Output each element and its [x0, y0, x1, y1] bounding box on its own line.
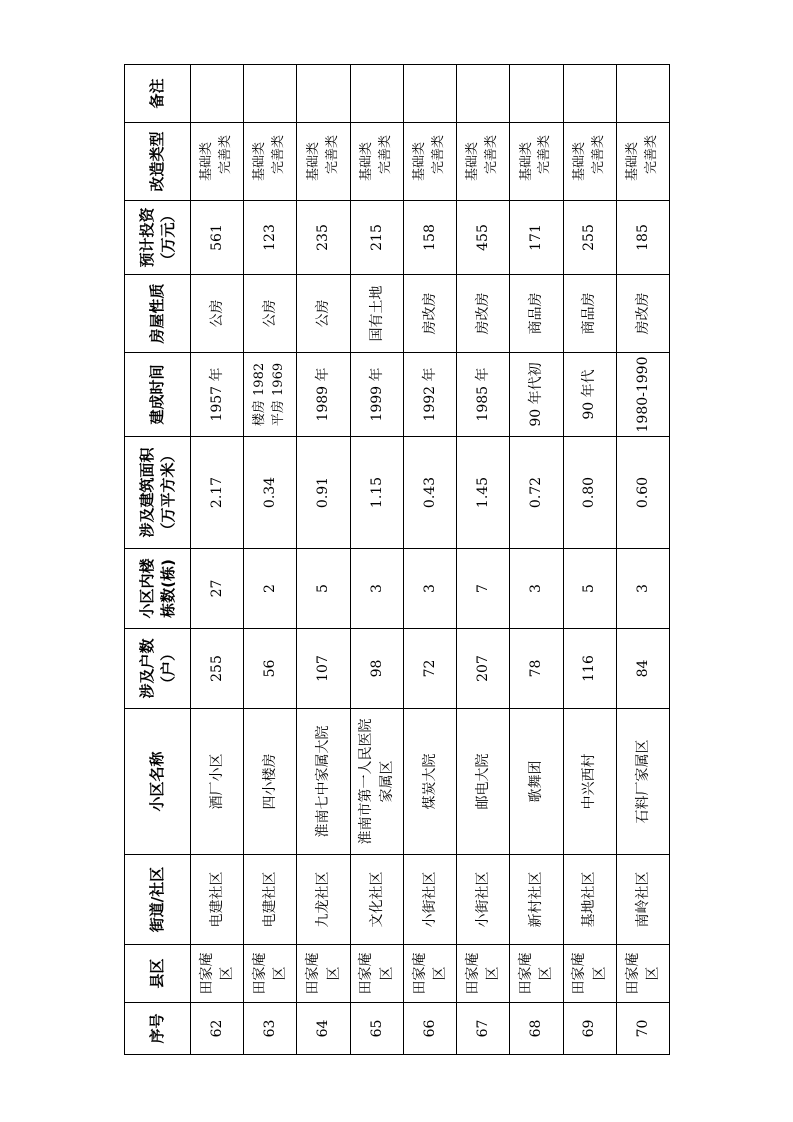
table-row	[563, 65, 616, 1055]
cell-area: 0.43	[403, 437, 456, 549]
cell-area: 0.60	[616, 437, 669, 549]
cell-invest: 215	[350, 201, 403, 275]
cell-seq: 63	[243, 1003, 296, 1055]
cell-invest: 123	[243, 201, 296, 275]
cell-district: 田家庵区	[350, 945, 403, 1003]
cell-households: 255	[190, 629, 243, 709]
cell-type	[509, 123, 562, 201]
cell-buildings: 3	[509, 549, 562, 629]
table-row	[456, 65, 509, 1055]
cell-invest: 561	[190, 201, 243, 275]
cell-note	[456, 65, 509, 123]
header-area: 涉及建筑面积（万平方米）	[124, 437, 190, 549]
cell-name: 四小楼房	[243, 709, 296, 855]
type-basic: 基础类	[624, 142, 640, 182]
cell-street: 新村社区	[509, 855, 562, 945]
cell-seq: 70	[616, 1003, 669, 1055]
cell-street: 基地社区	[563, 855, 616, 945]
cell-built: 1985 年	[456, 353, 509, 437]
type-basic: 基础类	[198, 142, 214, 182]
type-basic: 基础类	[571, 142, 587, 182]
table-row	[509, 65, 562, 1055]
cell-built: 1980-1990	[616, 353, 669, 437]
cell-seq: 66	[403, 1003, 456, 1055]
cell-name: 酒厂小区	[190, 709, 243, 855]
cell-built: 1999 年	[350, 353, 403, 437]
cell-area: 0.91	[296, 437, 349, 549]
cell-buildings: 27	[190, 549, 243, 629]
cell-type	[190, 123, 243, 201]
cell-area: 0.72	[509, 437, 562, 549]
cell-nature: 商品房	[509, 275, 562, 353]
type-improve: 完善类	[590, 135, 606, 175]
cell-households: 98	[350, 629, 403, 709]
cell-households: 56	[243, 629, 296, 709]
cell-name: 中兴西村	[563, 709, 616, 855]
type-basic: 基础类	[305, 142, 321, 182]
cell-buildings: 2	[243, 549, 296, 629]
type-improve: 完善类	[536, 135, 552, 175]
header-street: 街道/社区	[124, 855, 190, 945]
cell-nature: 房改房	[616, 275, 669, 353]
cell-street: 九龙社区	[296, 855, 349, 945]
cell-buildings: 3	[616, 549, 669, 629]
cell-seq: 65	[350, 1003, 403, 1055]
table-row	[350, 65, 403, 1055]
cell-district: 田家庵区	[296, 945, 349, 1003]
cell-households: 207	[456, 629, 509, 709]
cell-households: 78	[509, 629, 562, 709]
cell-built: 90 年代初	[509, 353, 562, 437]
cell-name: 煤炭大院	[403, 709, 456, 855]
type-improve: 完善类	[217, 135, 233, 175]
built-line-1: 楼房 1982	[251, 362, 267, 427]
cell-note	[616, 65, 669, 123]
type-improve: 完善类	[377, 135, 393, 175]
cell-district: 田家庵区	[243, 945, 296, 1003]
renovation-table	[124, 64, 670, 1055]
table-row	[243, 65, 296, 1055]
type-basic: 基础类	[464, 142, 480, 182]
cell-nature: 商品房	[563, 275, 616, 353]
header-seq: 序号	[124, 1003, 190, 1055]
header-invest: 预计投资（万元）	[124, 201, 190, 275]
cell-area: 1.45	[456, 437, 509, 549]
cell-households: 72	[403, 629, 456, 709]
rotated-page	[124, 65, 670, 1055]
table-row	[616, 65, 669, 1055]
cell-built: 1957 年	[190, 353, 243, 437]
cell-district: 田家庵区	[456, 945, 509, 1003]
cell-area: 0.80	[563, 437, 616, 549]
cell-name: 淮南市第一人民医院家属区	[350, 709, 403, 855]
cell-street: 小街社区	[456, 855, 509, 945]
built-line-2: 平房 1969	[270, 362, 286, 427]
header-buildings: 小区内楼栋数(栋)	[124, 549, 190, 629]
cell-district: 田家庵区	[190, 945, 243, 1003]
cell-street: 电建社区	[190, 855, 243, 945]
cell-name: 邮电大院	[456, 709, 509, 855]
cell-nature: 房改房	[456, 275, 509, 353]
cell-note	[403, 65, 456, 123]
cell-built	[243, 353, 296, 437]
type-improve: 完善类	[483, 135, 499, 175]
cell-street: 文化社区	[350, 855, 403, 945]
cell-area: 1.15	[350, 437, 403, 549]
cell-buildings: 3	[403, 549, 456, 629]
cell-built: 1989 年	[296, 353, 349, 437]
cell-name: 石料厂家属区	[616, 709, 669, 855]
cell-note	[350, 65, 403, 123]
cell-buildings: 5	[296, 549, 349, 629]
cell-invest: 235	[296, 201, 349, 275]
table-header-row	[124, 65, 190, 1055]
cell-seq: 67	[456, 1003, 509, 1055]
cell-seq: 68	[509, 1003, 562, 1055]
cell-nature: 国有土地	[350, 275, 403, 353]
cell-invest: 255	[563, 201, 616, 275]
cell-buildings: 3	[350, 549, 403, 629]
type-improve: 完善类	[643, 135, 659, 175]
cell-households: 84	[616, 629, 669, 709]
cell-nature: 公房	[243, 275, 296, 353]
header-name: 小区名称	[124, 709, 190, 855]
cell-households: 116	[563, 629, 616, 709]
type-basic: 基础类	[251, 142, 267, 182]
cell-note	[509, 65, 562, 123]
table-row	[296, 65, 349, 1055]
header-households: 涉及户数（户）	[124, 629, 190, 709]
cell-area: 2.17	[190, 437, 243, 549]
cell-built: 1992 年	[403, 353, 456, 437]
cell-buildings: 7	[456, 549, 509, 629]
cell-type	[403, 123, 456, 201]
cell-street: 南岭社区	[616, 855, 669, 945]
cell-note	[296, 65, 349, 123]
type-improve: 完善类	[270, 135, 286, 175]
cell-households: 107	[296, 629, 349, 709]
header-district: 县区	[124, 945, 190, 1003]
type-basic: 基础类	[411, 142, 427, 182]
header-nature: 房屋性质	[124, 275, 190, 353]
cell-type	[296, 123, 349, 201]
table-row	[403, 65, 456, 1055]
cell-street: 小街社区	[403, 855, 456, 945]
cell-type	[243, 123, 296, 201]
cell-built: 90 年代	[563, 353, 616, 437]
header-note: 备注	[124, 65, 190, 123]
cell-nature: 公房	[190, 275, 243, 353]
cell-type	[350, 123, 403, 201]
type-improve: 完善类	[324, 135, 340, 175]
table-row	[190, 65, 243, 1055]
table-body	[190, 65, 669, 1055]
cell-note	[190, 65, 243, 123]
cell-district: 田家庵区	[563, 945, 616, 1003]
cell-buildings: 5	[563, 549, 616, 629]
cell-district: 田家庵区	[509, 945, 562, 1003]
cell-type	[563, 123, 616, 201]
cell-seq: 69	[563, 1003, 616, 1055]
cell-district: 田家庵区	[403, 945, 456, 1003]
cell-type	[456, 123, 509, 201]
cell-name: 歌舞团	[509, 709, 562, 855]
cell-invest: 185	[616, 201, 669, 275]
cell-nature: 公房	[296, 275, 349, 353]
type-basic: 基础类	[358, 142, 374, 182]
cell-invest: 171	[509, 201, 562, 275]
cell-street: 电建社区	[243, 855, 296, 945]
type-improve: 完善类	[430, 135, 446, 175]
cell-seq: 62	[190, 1003, 243, 1055]
cell-invest: 455	[456, 201, 509, 275]
header-type: 改造类型	[124, 123, 190, 201]
header-built: 建成时间	[124, 353, 190, 437]
cell-nature: 房改房	[403, 275, 456, 353]
cell-note	[563, 65, 616, 123]
cell-area: 0.34	[243, 437, 296, 549]
cell-name: 淮南七中家属大院	[296, 709, 349, 855]
cell-type	[616, 123, 669, 201]
cell-note	[243, 65, 296, 123]
cell-invest: 158	[403, 201, 456, 275]
cell-seq: 64	[296, 1003, 349, 1055]
cell-district: 田家庵区	[616, 945, 669, 1003]
type-basic: 基础类	[518, 142, 534, 182]
